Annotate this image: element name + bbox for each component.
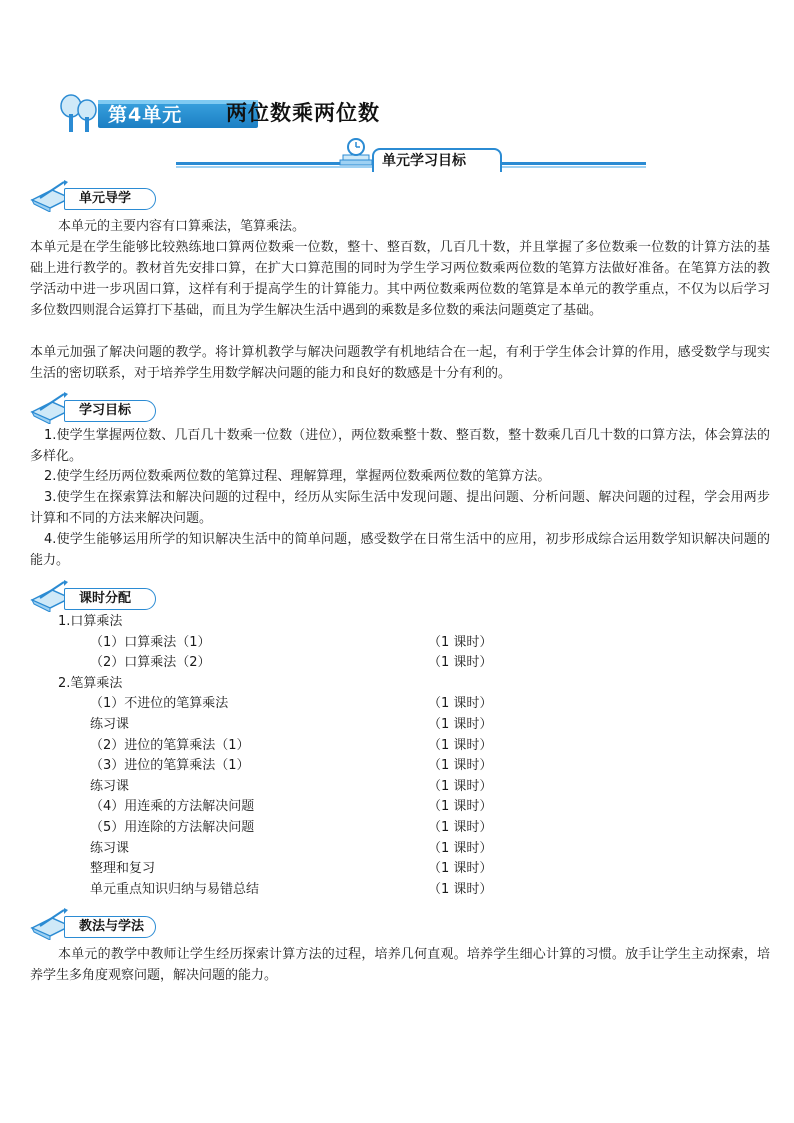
schedule-row (30, 694, 770, 715)
lesson-hours: （1 课时） (428, 881, 493, 897)
section-title: 单元导学 (79, 191, 132, 206)
section-title: 课时分配 (79, 591, 132, 606)
section-header-methods (30, 906, 190, 940)
schedule-row (30, 756, 770, 777)
schedule-row (30, 880, 770, 901)
schedule-row (30, 715, 770, 736)
trees-icon (58, 94, 102, 134)
lesson-name: 整理和复习 (90, 861, 156, 877)
methods-paragraph: 本单元的教学中教师让学生经历探索计算方法的过程，培养几何直观。培养学生细心计算的习惯。放手让学生主动探索，培养学生多角度观察问题，解决问题的能力。 (30, 947, 770, 983)
lesson-hours: （1 课时） (428, 819, 493, 835)
unit-goals-tab (372, 148, 502, 172)
lesson-schedule (30, 612, 770, 900)
lesson-hours: （1 课时） (428, 799, 493, 815)
lesson-name: （4）用连乘的方法解决问题 (90, 799, 255, 815)
lesson-hours: （1 课时） (428, 840, 493, 856)
lesson-name: 单元重点知识归纳与易错总结 (90, 881, 260, 897)
unit-title: 两位数乘两位数 (226, 101, 380, 125)
lesson-hours: （1 课时） (428, 737, 493, 753)
section-title: 学习目标 (79, 403, 132, 418)
schedule-row (30, 777, 770, 798)
lesson-hours: （1 课时） (428, 716, 493, 732)
section-header-schedule (30, 578, 190, 612)
lesson-name: （3）进位的笔算乘法（1） (90, 758, 250, 774)
schedule-row (30, 859, 770, 880)
lesson-hours: （1 课时） (428, 655, 493, 671)
objective-item: 4.使学生能够运用所学的知识解决生活中的简单问题，感受数学在日常生活中的应用，初步形成综合运用数学知识解决问题的能力。 (30, 532, 770, 568)
unit-goals-label: 单元学习目标 (382, 153, 466, 169)
unit-badge-label: 第4单元 (108, 104, 183, 126)
lesson-name: 练习课 (90, 778, 130, 794)
schedule-row (30, 633, 770, 654)
lesson-hours: （1 课时） (428, 758, 493, 774)
section-header-objectives (30, 390, 190, 424)
lesson-name: （5）用连除的方法解决问题 (90, 819, 255, 835)
guide-paragraph-1: 本单元的主要内容有口算乘法，笔算乘法。 (58, 219, 306, 234)
lesson-name: 练习课 (90, 716, 130, 732)
lesson-name: 练习课 (90, 840, 130, 856)
objective-item: 2.使学生经历两位数乘两位数的笔算过程、理解算理，掌握两位数乘两位数的笔算方法。 (44, 469, 551, 484)
lesson-hours: （1 课时） (428, 634, 493, 650)
schedule-row (30, 797, 770, 818)
guide-paragraph-2: 本单元是在学生能够比较熟练地口算两位数乘一位数，整十、整百数，几百几十数，并且掌握了多位数乘一位数的计算方法的基础上进行教学的。教材首先安排口算，在扩大口算范围的同时为学生学习两位数乘两位数的笔算方法做好准备。在笔算方法的教学活动中进一步巩固口算，这样有利于提高学生的计算能力。其中两位数乘两位数的笔算是本单元的教学重点，不仅为以后学习多位数四则混合运算打下基础，而且为学生解决生活中遇到的乘数是多位数的乘法问题奠定了基础。 (30, 240, 770, 318)
schedule-row (30, 674, 770, 695)
lesson-name: （1）口算乘法（1） (90, 634, 211, 650)
schedule-row (30, 736, 770, 757)
section-header-guide (30, 178, 190, 212)
objective-item: 1.使学生掌握两位数、几百几十数乘一位数（进位），两位数乘整十数、整百数，整十数乘几百几十数的口算方法，体会算法的多样化。 (30, 428, 770, 464)
lesson-name: （2）进位的笔算乘法（1） (90, 737, 250, 753)
lesson-name: 2.笔算乘法 (58, 675, 123, 691)
section-title: 教法与学法 (79, 919, 145, 934)
lesson-name: （2）口算乘法（2） (90, 655, 211, 671)
guide-paragraph-3: 本单元加强了解决问题的教学。将计算机教学与解决问题教学有机地结合在一起，有利于学生体会计算的作用，感受数学与现实生活的密切联系，对于培养学生用数学解决问题的能力和良好的数感是十分有利的。 (30, 345, 770, 381)
lesson-name: 1.口算乘法 (58, 614, 123, 629)
lesson-hours: （1 课时） (428, 861, 493, 877)
lesson-hours: （1 课时） (428, 778, 493, 794)
schedule-row (30, 653, 770, 674)
objective-item: 3.使学生在探索算法和解决问题的过程中，经历从实际生活中发现问题、提出问题、分析问题、解决问题的过程，学会用两步计算和不同的方法来解决问题。 (30, 490, 770, 526)
unit-header (58, 94, 658, 134)
schedule-row (30, 818, 770, 839)
schedule-row (30, 839, 770, 860)
unit-goals-banner (176, 134, 646, 174)
lesson-name: （1）不进位的笔算乘法 (90, 696, 229, 712)
alarm-clock-books-icon (336, 136, 376, 170)
schedule-row (30, 612, 770, 633)
lesson-hours: （1 课时） (428, 696, 493, 712)
